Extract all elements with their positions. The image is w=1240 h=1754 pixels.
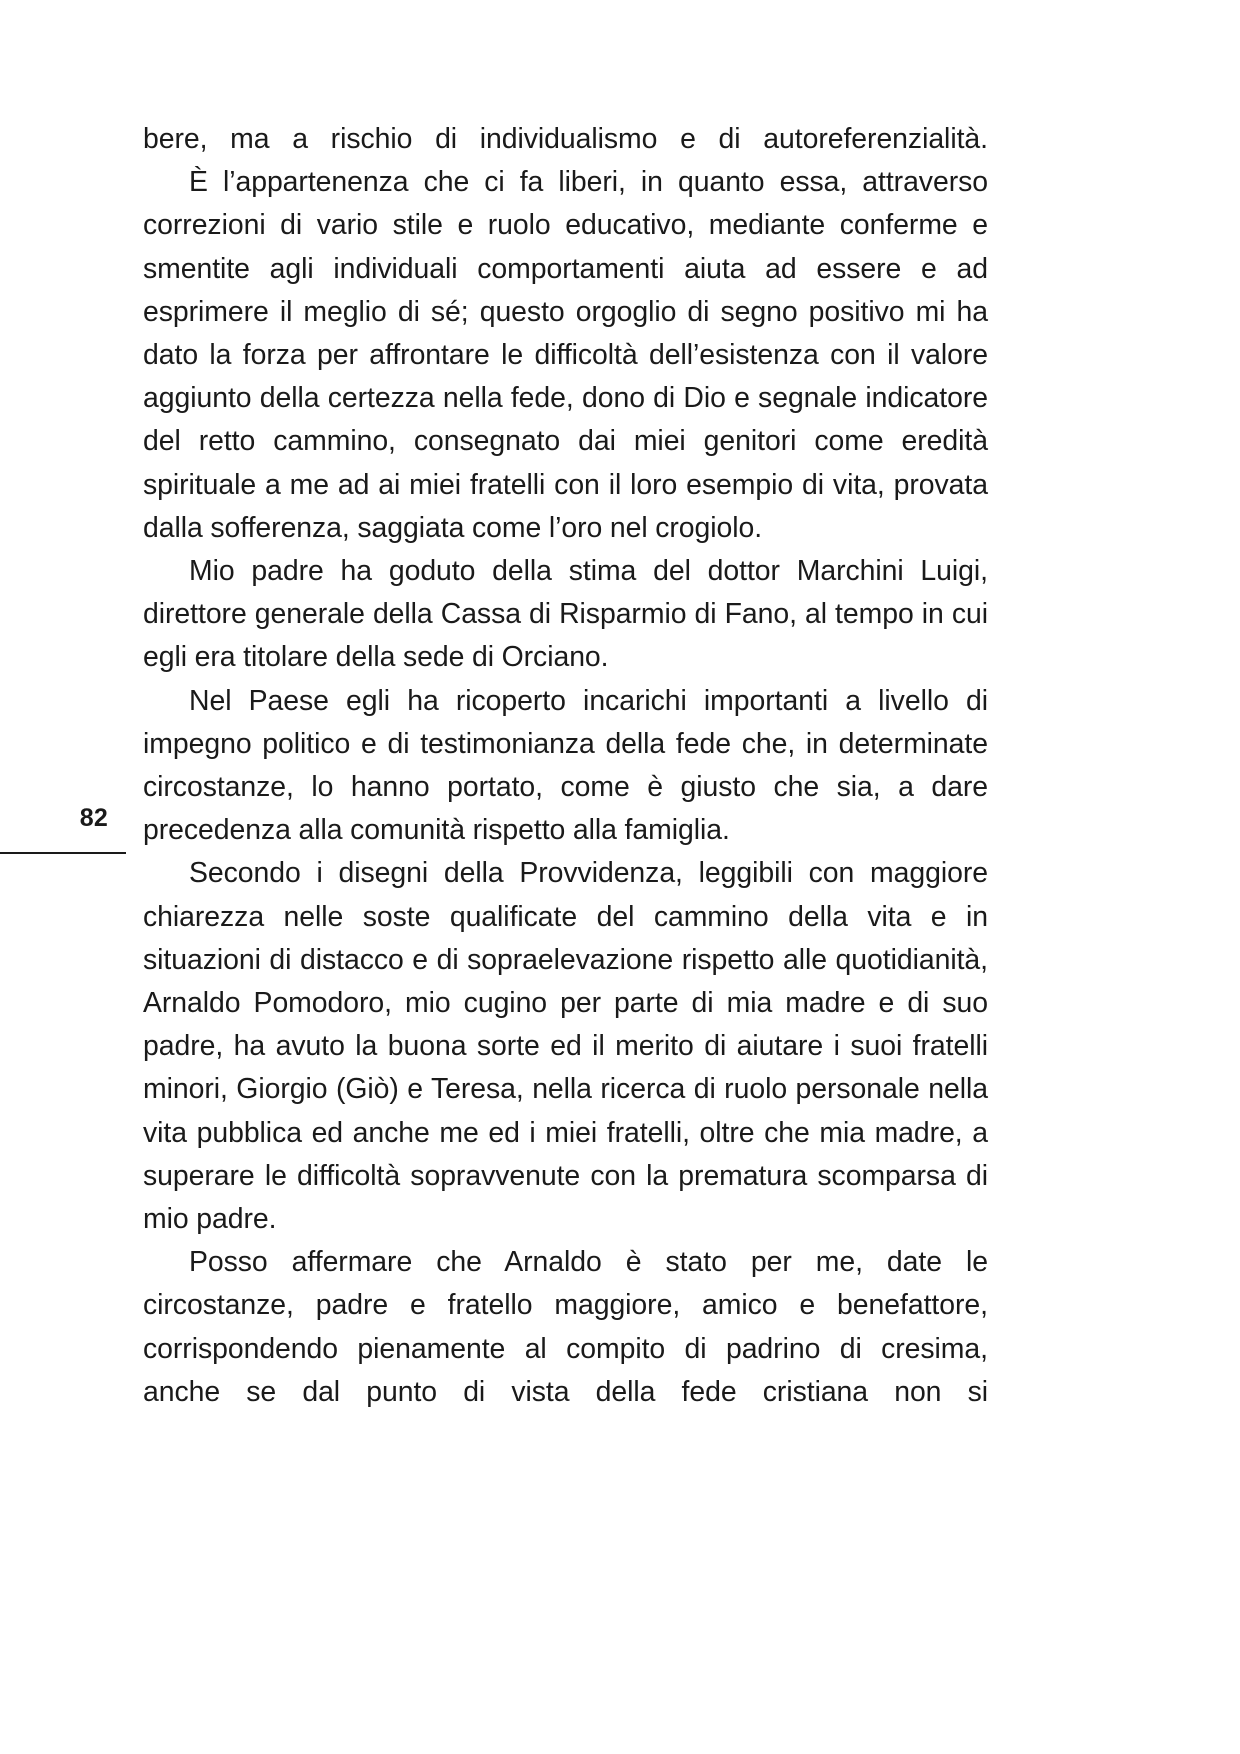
paragraph: Posso affermare che Arnaldo è stato per me, date le circostanze, padre e fratello maggiore, amico e benefattore, corrispondendo pienamente al compito di padrino di cresima, anche se dal punto di vista della fede cristiana non si: [143, 1246, 988, 1408]
paragraph: bere, ma a rischio di individualismo e di autoreferenzialità.: [143, 123, 988, 155]
paragraph: Secondo i disegni della Provvidenza, leggibili con maggiore chiarezza nelle soste qualificate del cammino della vita e in situazioni di distacco e di sopraelevazione rispetto alle quotidianità, Arnaldo Pomodoro, mio cugino per parte di mia madre e di suo padre, ha avuto la buona sorte ed il merito di aiutare i suoi fratelli minori, Giorgio (Giò) e Teresa, nella ricerca di ruolo personale nella vita pubblica ed anche me ed i miei fratelli, oltre che mia madre, a superare le difficoltà sopravvenute con la prematura scomparsa di mio padre.: [143, 857, 988, 1236]
page-number: 82: [79, 804, 108, 832]
folio-block: [0, 806, 126, 831]
paragraph: Nel Paese egli ha ricoperto incarichi importanti a livello di impegno politico e di testimonianza della fede che, in determinate circostanze, lo hanno portato, come è giusto che sia, a dare precedenza alla comunità rispetto alla famiglia.: [143, 684, 988, 847]
paragraph: È l’appartenenza che ci fa liberi, in quanto essa, attraverso correzioni di vario stile e ruolo educativo, mediante conferme e smentite agli individuali comportamenti aiuta ad essere e ad esprimere il meglio di sé; questo orgoglio di segno positivo mi ha dato la forza per affrontare le difficoltà dell’esistenza con il valore aggiunto della certezza nella fede, dono di Dio e segnale indicatore del retto cammino, consegnato dai miei genitori come eredità spirituale a me ad ai miei fratelli con il loro esempio di vita, provata dalla sofferenza, saggiata come l’oro nel crogiolo.: [143, 166, 988, 544]
paragraph: Mio padre ha goduto della stima del dottor Marchini Luigi, direttore generale della Cassa di Risparmio di Fano, al tempo in cui egli era titolare della sede di Orciano.: [143, 555, 988, 674]
folio-rule: [0, 852, 126, 854]
body-text-column: [143, 118, 988, 1414]
